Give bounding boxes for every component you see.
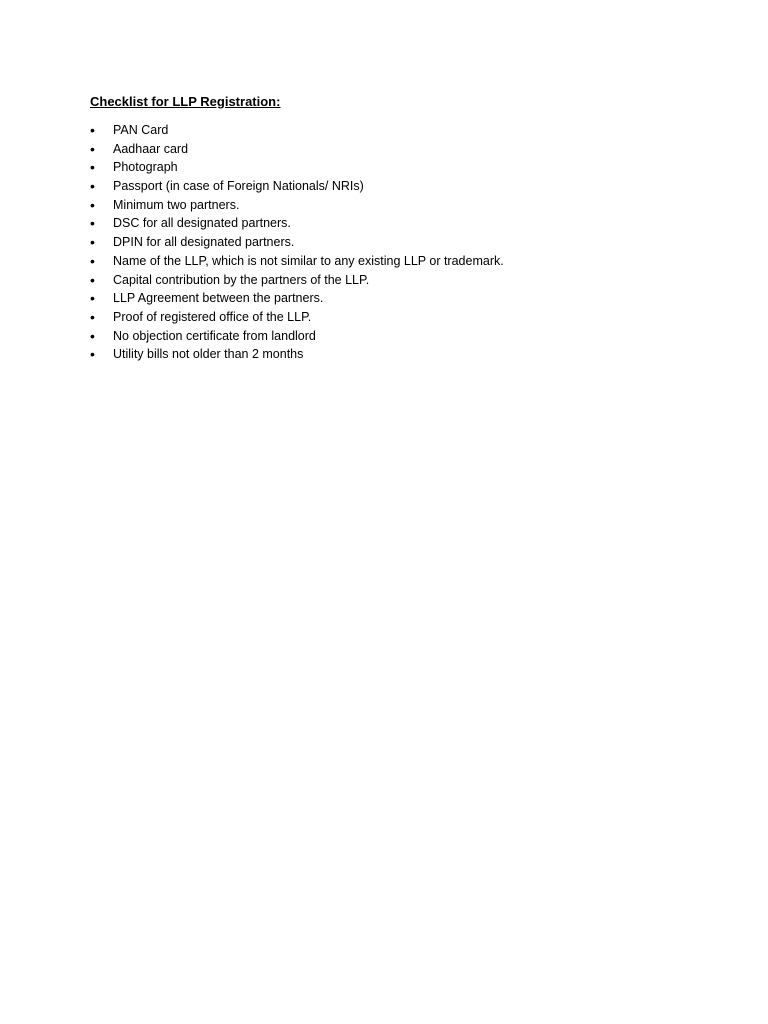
list-item-text: LLP Agreement between the partners. xyxy=(113,291,324,306)
list-item-text: Proof of registered office of the LLP. xyxy=(113,309,312,324)
bullet-icon: • xyxy=(90,234,95,251)
list-item-text: Capital contribution by the partners of the LLP. xyxy=(113,272,370,287)
bullet-icon: • xyxy=(90,327,95,344)
bullet-icon: • xyxy=(90,346,95,363)
list-item-text: No objection certificate from landlord xyxy=(113,328,316,343)
page-title: Checklist for LLP Registration: xyxy=(90,94,281,109)
list-item-text: DSC for all designated partners. xyxy=(113,216,291,231)
bullet-icon: • xyxy=(90,215,95,232)
list-item-text: Aadhaar card xyxy=(113,141,189,156)
bullet-icon: • xyxy=(90,196,95,213)
list-item-text: PAN Card xyxy=(113,123,169,137)
bullet-icon: • xyxy=(90,271,95,288)
bullet-icon: • xyxy=(90,308,95,325)
list-item-text: Name of the LLP, which is not similar to any existing LLP or trademark. xyxy=(113,253,504,268)
bullet-icon: • xyxy=(90,122,95,138)
bullet-icon: • xyxy=(90,159,95,176)
list-item-text: DPIN for all designated partners. xyxy=(113,235,295,250)
list-item-text: Minimum two partners. xyxy=(113,197,240,212)
list-item-text: Passport (in case of Foreign Nationals/ NRIs) xyxy=(113,179,364,194)
list-item-text: Photograph xyxy=(113,160,178,175)
bullet-icon: • xyxy=(90,178,95,195)
bullet-icon: • xyxy=(90,252,95,269)
bullet-icon: • xyxy=(90,140,95,157)
list-item-text: Utility bills not older than 2 months xyxy=(113,347,304,362)
bullet-icon: • xyxy=(90,290,95,307)
